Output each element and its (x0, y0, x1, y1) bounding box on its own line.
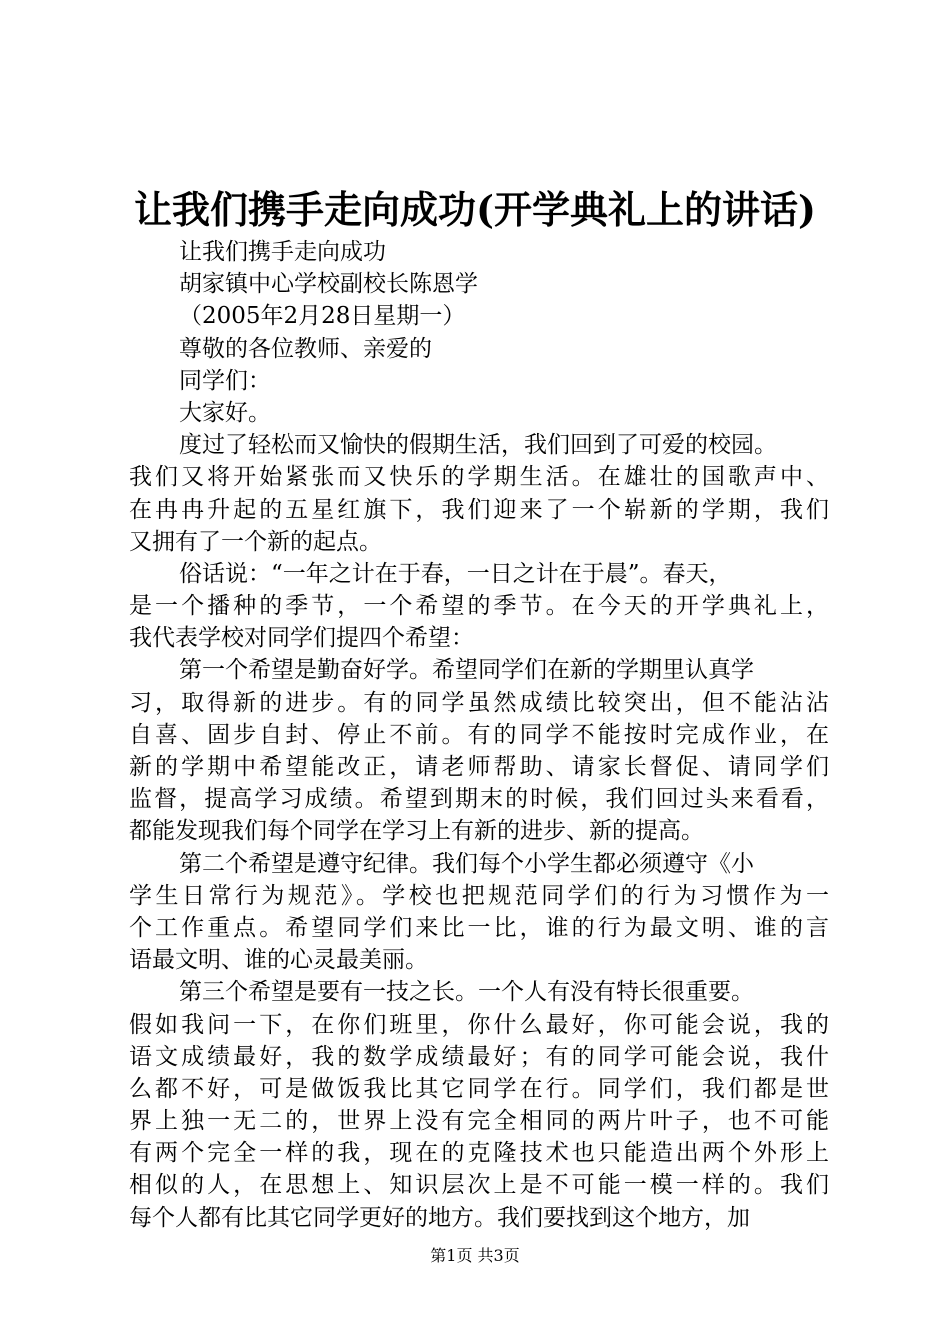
text-line: 又拥有了一个新的起点。 (129, 528, 382, 555)
text-line: 学生日常行为规范》。学校也把规范同学们的行为习惯作为一 (129, 882, 829, 909)
text-line: 个工作重点。希望同学们来比一比，谁的行为最文明、谁的言 (129, 914, 829, 941)
text-line: 俗话说：“一年之计在于春，一日之计在于晨”。春天， (179, 560, 732, 587)
text-line: （2005年2月28日星期一） (179, 303, 466, 330)
text-line: 第二个希望是遵守纪律。我们每个小学生都必须遵守《小 (179, 850, 754, 877)
text-line: 习，取得新的进步。有的同学虽然成绩比较突出，但不能沾沾 (129, 689, 829, 716)
text-line: 语文成绩最好，我的数学成绩最好；有的同学可能会说，我什 (129, 1043, 829, 1070)
text-line: 么都不好，可是做饭我比其它同学在行。同学们，我们都是世 (129, 1075, 829, 1102)
text-line: 让我们携手走向成功 (179, 239, 386, 265)
text-line: 新的学期中希望能改正，请老师帮助、请家长督促、请同学们 (129, 754, 829, 780)
text-line: 是一个播种的季节，一个希望的季节。在今天的开学典礼上， (129, 593, 829, 620)
document-body (129, 236, 829, 1234)
text-line: 自喜、固步自封、停止不前。有的同学不能按时完成作业，在 (129, 721, 829, 748)
text-line: 都能发现我们每个同学在学习上有新的进步、新的提高。 (129, 818, 704, 845)
page-footer: 第1页 共3页 (430, 1246, 520, 1265)
document-title: 让我们携手走向成功(开学典礼上的讲话) (134, 187, 816, 232)
text-line: 第三个希望是要有一技之长。一个人有没有特长很重要。 (179, 979, 754, 1006)
text-line: 假如我问一下，在你们班里，你什么最好，你可能会说，我的 (129, 1011, 829, 1038)
text-line: 监督，提高学习成绩。希望到期末的时候，我们回过头来看看， (129, 786, 829, 813)
text-line: 第一个希望是勤奋好学。希望同学们在新的学期里认真学 (179, 657, 754, 684)
text-line: 度过了轻松而又愉快的假期生活，我们回到了可爱的校园。 (179, 432, 777, 459)
text-line: 有两个完全一样的我，现在的克隆技术也只能造出两个外形上 (129, 1140, 829, 1167)
text-line: 相似的人，在思想上、知识层次上是不可能一模一样的。我们 (129, 1172, 829, 1199)
text-line: 语最文明、谁的心灵最美丽。 (129, 947, 428, 974)
text-line: 每个人都有比其它同学更好的地方。我们要找到这个地方，加 (129, 1204, 750, 1231)
text-line: 同学们： (179, 367, 271, 394)
text-line: 大家好。 (179, 399, 271, 426)
text-line: 我代表学校对同学们提四个希望： (129, 625, 474, 652)
text-line: 尊敬的各位教师、亲爱的 (179, 335, 432, 362)
text-line: 在冉冉升起的五星红旗下，我们迎来了一个崭新的学期，我们 (129, 496, 829, 523)
text-line: 胡家镇中心学校副校长陈恩学 (179, 271, 478, 298)
text-line: 界上独一无二的，世界上没有完全相同的两片叶子，也不可能 (129, 1108, 829, 1135)
text-line: 我们又将开始紧张而又快乐的学期生活。在雄壮的国歌声中、 (129, 464, 829, 491)
